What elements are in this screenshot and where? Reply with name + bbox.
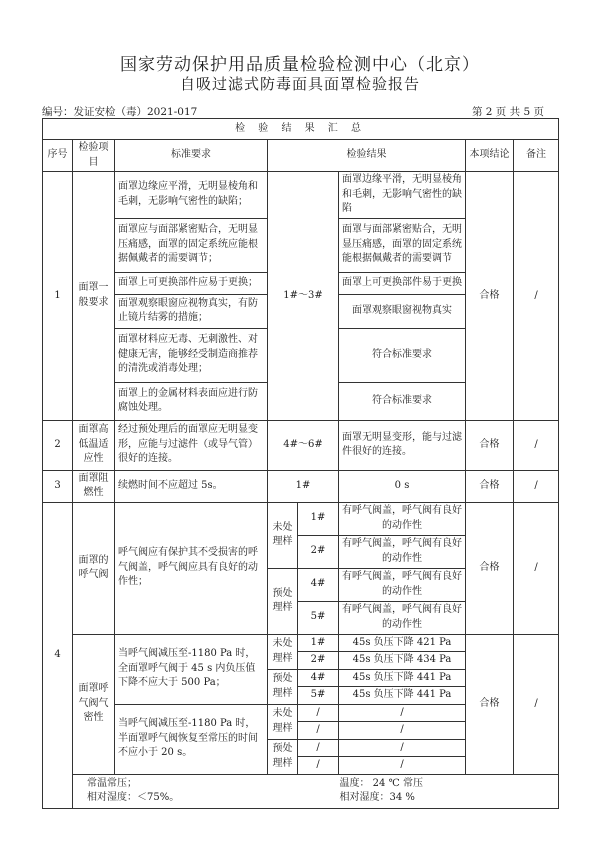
- requirement: 经过预处理后的面罩应无明显变形，应能与过滤件（或导气管）很好的连接。: [115, 420, 268, 470]
- requirement: 面罩应与面部紧密贴合，无明显压痛感，面罩的固定系统应能根据佩戴者的需要调节；: [115, 218, 268, 272]
- result: 面罩观察眼窗视物真实: [339, 294, 466, 328]
- sample-no: 2#: [298, 535, 339, 568]
- sample-no: /: [298, 704, 339, 722]
- row-item: 面罩阻燃性: [73, 470, 115, 502]
- sample-no: 1#: [298, 502, 339, 535]
- sample-no: 4#: [298, 669, 339, 687]
- sample-range: 4#～6#: [268, 420, 339, 470]
- requirement: 呼气阀应有保护其不受损害的呼气阀盖，呼气阀应具有良好的动作性；: [115, 502, 268, 634]
- requirement: 续燃时间不应超过 5s。: [115, 470, 268, 502]
- requirement: 当呼气阀减压至-1180 Pa 时，全面罩呼气阀于 45 s 内负压值下降不应大于 500 Pa；: [115, 634, 268, 704]
- sample-no: 4#: [298, 568, 339, 601]
- col-standard: 标准要求: [115, 140, 268, 172]
- col-no: 序号: [43, 140, 73, 172]
- sample-range: 1#: [268, 470, 339, 502]
- result: /: [339, 704, 466, 722]
- row-no: 1: [43, 172, 73, 421]
- row-item: 面罩一般要求: [73, 172, 115, 421]
- col-conclusion: 本项结论: [466, 140, 514, 172]
- sample-no: /: [298, 757, 339, 775]
- sample-range: 1#～3#: [268, 172, 339, 421]
- conclusion: 合格: [466, 420, 514, 470]
- result: 45s 负压下降 421 Pa: [339, 634, 466, 652]
- requirement: 面罩观察眼窗应视物真实，有防止镜片结雾的措施；: [115, 294, 268, 328]
- row-no: 2: [43, 420, 73, 470]
- conclusion: 合格: [466, 172, 514, 421]
- sample-no: 1#: [298, 634, 339, 652]
- result: 有呼气阀盖，呼气阀有良好的动作性: [339, 535, 466, 568]
- result: 面罩边缘平滑，无明显棱角和毛刺，无影响气密性的缺陷: [339, 172, 466, 219]
- table-row: [43, 470, 559, 502]
- result: 有呼气阀盖，呼气阀有良好的动作性: [339, 502, 466, 535]
- untreated-label: 未处理样: [268, 502, 298, 568]
- summary-title: 检 验 结 果 汇 总: [43, 119, 559, 140]
- result: 有呼气阀盖，呼气阀有良好的动作性: [339, 568, 466, 601]
- environment-row: [43, 774, 559, 808]
- row-no: 4: [43, 502, 73, 808]
- result: /: [339, 757, 466, 775]
- pretreated-label: 预处理样: [268, 568, 298, 634]
- sample-no: /: [298, 722, 339, 740]
- result: 45s 负压下降 441 Pa: [339, 687, 466, 705]
- page-indicator: 第 2 页 共 5 页: [471, 106, 544, 118]
- result: 符合标准要求: [339, 382, 466, 420]
- results-summary-table: [42, 118, 559, 809]
- requirement: 面罩材料应无毒、无刺激性、对健康无害，能够经受制造商推荐的清洗或消毒处理；: [115, 328, 268, 382]
- result: /: [339, 739, 466, 757]
- requirement: 面罩上可更换部件应易于更换；: [115, 272, 268, 294]
- pretreated-label: 预处理样: [268, 669, 298, 704]
- table-row: [43, 172, 559, 219]
- result: /: [339, 722, 466, 740]
- result: 45s 负压下降 441 Pa: [339, 669, 466, 687]
- table-header-row: [43, 140, 559, 172]
- col-item: 检验项目: [73, 140, 115, 172]
- row-no: 3: [43, 470, 73, 502]
- result: 面罩无明显变形，能与过滤件很好的连接。: [339, 420, 466, 470]
- requirement: 面罩上的金属材料表面应进行防腐蚀处理。: [115, 382, 268, 420]
- result: 0 s: [339, 470, 466, 502]
- result: 面罩与面部紧密贴合，无明显压痛感，面罩的固定系统能根据佩戴者的需要调节: [339, 218, 466, 272]
- conclusion: 合格: [466, 502, 514, 634]
- environment-actual: 温度： 24 ℃ 常压 相对湿度：34 %: [268, 774, 559, 808]
- untreated-label: 未处理样: [268, 704, 298, 739]
- report-title: 自吸过滤式防毒面具面罩检验报告: [179, 75, 420, 93]
- result: 有呼气阀盖，呼气阀有良好的动作性: [339, 601, 466, 634]
- row-item: 面罩的呼气阀: [73, 502, 115, 634]
- org-title: 国家劳动保护用品质量检验检测中心（北京）: [120, 55, 480, 75]
- sample-no: /: [298, 739, 339, 757]
- table-row: [43, 634, 559, 652]
- remark: /: [514, 502, 559, 634]
- sample-no: 2#: [298, 652, 339, 670]
- result: 面罩上可更换部件易于更换: [339, 272, 466, 294]
- result: 45s 负压下降 434 Pa: [339, 652, 466, 670]
- pretreated-label: 预处理样: [268, 739, 298, 774]
- remark: /: [514, 470, 559, 502]
- requirement: 当呼气阀减压至-1180 Pa 时，半面罩呼气阀恢复至常压的时间不应小于 20 s。: [115, 704, 268, 774]
- result: 符合标准要求: [339, 328, 466, 382]
- sample-no: 5#: [298, 687, 339, 705]
- untreated-label: 未处理样: [268, 634, 298, 669]
- conclusion: 合格: [466, 634, 514, 774]
- col-result: 检验结果: [268, 140, 466, 172]
- remark: /: [514, 172, 559, 421]
- requirement: 面罩边缘应平滑，无明显棱角和毛刺，无影响气密性的缺陷；: [115, 172, 268, 219]
- sample-no: 5#: [298, 601, 339, 634]
- row-item: 面罩呼气阀气密性: [73, 634, 115, 774]
- col-remark: 备注: [514, 140, 559, 172]
- row-item: 面罩高低温适应性: [73, 420, 115, 470]
- conclusion: 合格: [466, 470, 514, 502]
- remark: /: [514, 634, 559, 774]
- table-row: [43, 420, 559, 470]
- environment-standard: 常温常压； 相对湿度：＜75%。: [73, 774, 268, 808]
- report-number: 编号：发证安检（毒）2021-017: [42, 106, 198, 118]
- table-row: [43, 502, 559, 535]
- remark: /: [514, 420, 559, 470]
